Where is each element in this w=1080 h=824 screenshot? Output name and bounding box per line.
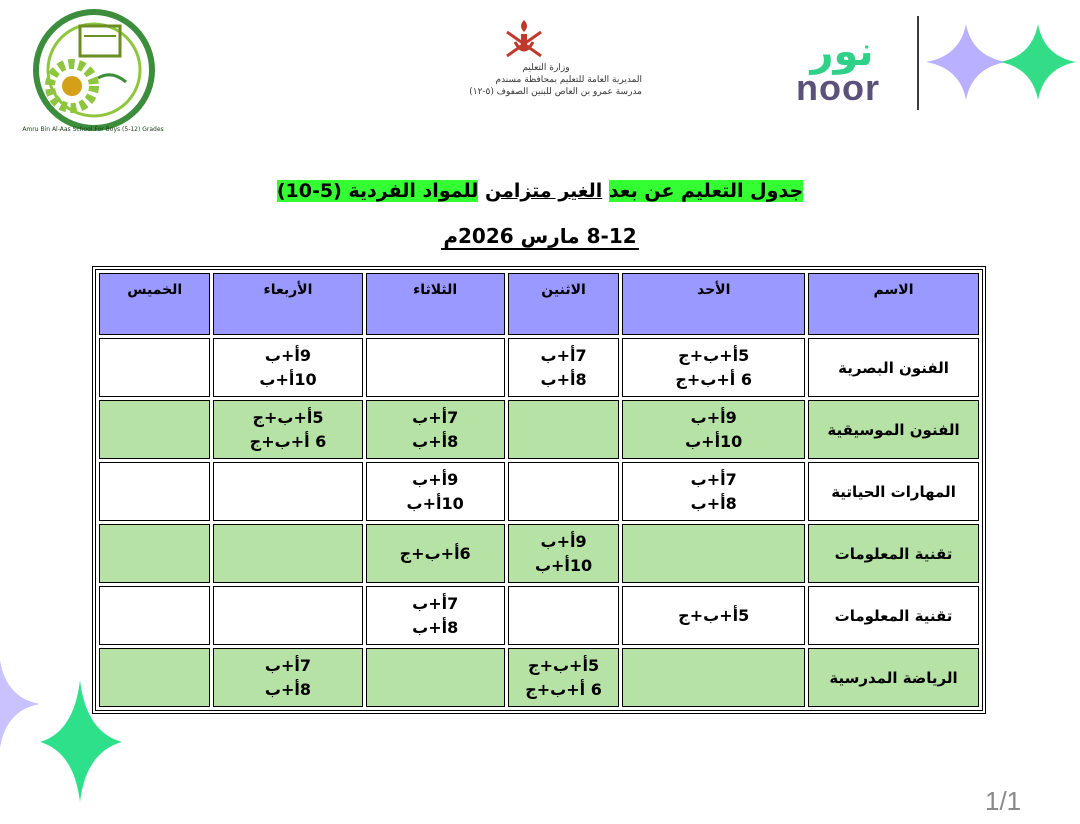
schedule-cell [213, 648, 362, 707]
class-group: 8أ+ب [690, 493, 737, 513]
header-sunday: الأحد [622, 273, 805, 335]
schedule-cell [622, 400, 805, 459]
schedule-cell [508, 648, 620, 707]
schedule-cell [99, 524, 210, 583]
class-group: 9أ+ب [412, 469, 459, 489]
class-group: 8أ+ب [540, 369, 587, 389]
schedule-cell [366, 524, 505, 583]
schedule-cell [622, 524, 805, 583]
subject-name-cell: الفنون الموسيقية [808, 400, 979, 459]
school-caption: Amru Bin Al-Aas School For Boys (5-12) Grades [22, 126, 164, 133]
schedule-cell [622, 338, 805, 397]
schedule-cell [213, 586, 362, 645]
schedule-cell [622, 462, 805, 521]
ministry-line: وزارة التعليم [522, 63, 570, 73]
header-monday: الاثنين [508, 273, 620, 335]
date-range: 8-12 مارس 2026م [443, 224, 637, 248]
class-group: 6أ+ب+ج [399, 543, 471, 563]
schedule-cell [99, 462, 210, 521]
table-row [99, 524, 979, 583]
class-group: 5أ+ب+ج [678, 605, 750, 625]
schedule-cell [622, 648, 805, 707]
class-group: 10أ+ب [685, 431, 743, 451]
table-row [99, 338, 979, 397]
noor-logo-arabic: نور [810, 29, 874, 75]
subject-name-cell: الفنون البصرية [808, 338, 979, 397]
noor-logo-english: noor [796, 67, 880, 108]
schedule-cell [213, 400, 362, 459]
subject-name-cell: تقنية المعلومات [808, 524, 979, 583]
page-title [0, 178, 1080, 204]
header-thursday: الخميس [99, 273, 210, 335]
table-header-row [99, 273, 979, 335]
schedule-cell [366, 400, 505, 459]
title-part-2: الغير متزامن [484, 180, 603, 202]
subject-name-cell: تقنية المعلومات [808, 586, 979, 645]
ministry-text [410, 62, 642, 98]
oman-emblem-icon [501, 16, 547, 64]
class-group: 9أ+ب [264, 345, 312, 365]
header-name: الاسم [808, 273, 979, 335]
class-group: 5أ+ب+ج [678, 345, 750, 365]
class-group: 9أ+ب [540, 531, 587, 551]
schedule-cell [366, 648, 505, 707]
class-group: 8أ+ب [412, 617, 459, 637]
class-group: 7أ+ب [412, 407, 459, 427]
class-group: 8أ+ب [412, 431, 459, 451]
class-group: 10أ+ب [406, 493, 464, 513]
sparkle-stars-icon [922, 22, 1078, 102]
table-row [99, 586, 979, 645]
table-row [99, 462, 979, 521]
class-group: 10أ+ب [259, 369, 317, 389]
schedule-cell [508, 586, 620, 645]
schedule-cell [213, 338, 362, 397]
schedule-table [92, 266, 986, 714]
class-group: 10أ+ب [534, 555, 593, 575]
schedule-cell [508, 338, 620, 397]
school-logo [28, 8, 163, 143]
schedule-cell [366, 338, 505, 397]
header-wednesday: الأربعاء [213, 273, 362, 335]
noor-divider [917, 16, 919, 110]
class-group: 5أ+ب+ج [528, 655, 600, 675]
class-group: 7أ+ب [690, 469, 737, 489]
header-tuesday: الثلاثاء [366, 273, 505, 335]
class-group: 5أ+ب+ج [252, 407, 324, 427]
table-row [99, 400, 979, 459]
ministry-line: المديرية العامة للتعليم بمحافظة مسندم [495, 75, 642, 85]
class-group: 7أ+ب [264, 655, 312, 675]
ministry-line: مدرسة عمرو بن العاص للبنين الصفوف (٥-١٢) [469, 87, 642, 97]
schedule-cell [366, 462, 505, 521]
page-indicator: 1/1 [985, 786, 1022, 816]
schedule-cell [508, 524, 620, 583]
schedule-cell [99, 400, 210, 459]
title-part-1: جدول التعليم عن بعد [608, 180, 804, 202]
class-group: 8أ+ب [264, 679, 312, 699]
class-group: 7أ+ب [540, 345, 587, 365]
schedule-cell [213, 524, 362, 583]
schedule-body [99, 338, 979, 707]
schedule-cell [366, 586, 505, 645]
class-group: 7أ+ب [412, 593, 459, 613]
schedule-cell [99, 338, 210, 397]
subject-name-cell: الرياضة المدرسية [808, 648, 979, 707]
title-part-3: للمواد الفردية (5-10) [276, 180, 479, 202]
class-group: 6 أ+ب+ج [249, 431, 327, 451]
schedule-cell [508, 400, 620, 459]
table-row [99, 648, 979, 707]
schedule-cell [213, 462, 362, 521]
schedule-cell [508, 462, 620, 521]
schedule-cell [622, 586, 805, 645]
class-group: 6 أ+ب+ج [525, 679, 602, 699]
class-group: 6 أ+ب+ج [675, 369, 752, 389]
class-group: 9أ+ب [690, 407, 737, 427]
subject-name-cell: المهارات الحياتية [808, 462, 979, 521]
schedule-cell [99, 586, 210, 645]
corner-sparkle-icon [0, 650, 130, 820]
